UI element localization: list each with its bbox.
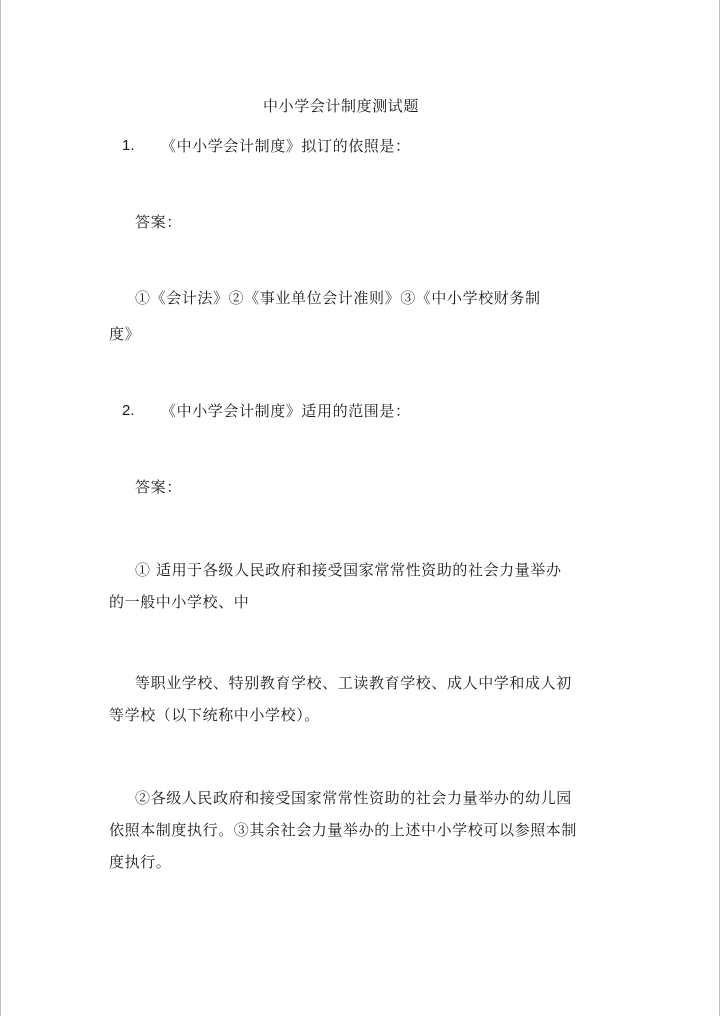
question-1-answer-line-1: ①《会计法》②《事业单位会计准则》③《中小学校财务制 [135, 289, 541, 307]
question-2-answer-label: 答案： [135, 478, 182, 496]
question-2-answer-line-6: 依照本制度执行。③其余社会力量举办的上述中小学校可以参照本制 [109, 821, 578, 839]
question-2-number: 2. [122, 402, 135, 419]
question-1-answer-label: 答案： [135, 213, 182, 231]
question-2-text: 《中小学会计制度》适用的范围是： [161, 402, 411, 420]
question-1-answer-line-2: 度》 [109, 325, 141, 343]
document-title: 中小学会计制度测试题 [263, 97, 420, 115]
question-1-text: 《中小学会计制度》拟订的依照是： [161, 137, 411, 155]
question-2-answer-line-2: 的一般中小学校、中 [109, 593, 250, 611]
question-1-number: 1. [122, 137, 135, 154]
question-2-answer-line-5: ②各级人民政府和接受国家常常性资助的社会力量举办的幼儿园 [135, 789, 572, 807]
question-2-answer-line-4: 等学校（以下统称中小学校）。 [109, 706, 320, 724]
question-2-answer-line-7: 度执行。 [109, 853, 172, 871]
question-2-answer-line-3: 等职业学校、特别教育学校、工读教育学校、成人中学和成人初 [135, 674, 572, 692]
question-2-answer-line-1: ① 适用于各级人民政府和接受国家常常性资助的社会力量举办 [135, 561, 562, 579]
